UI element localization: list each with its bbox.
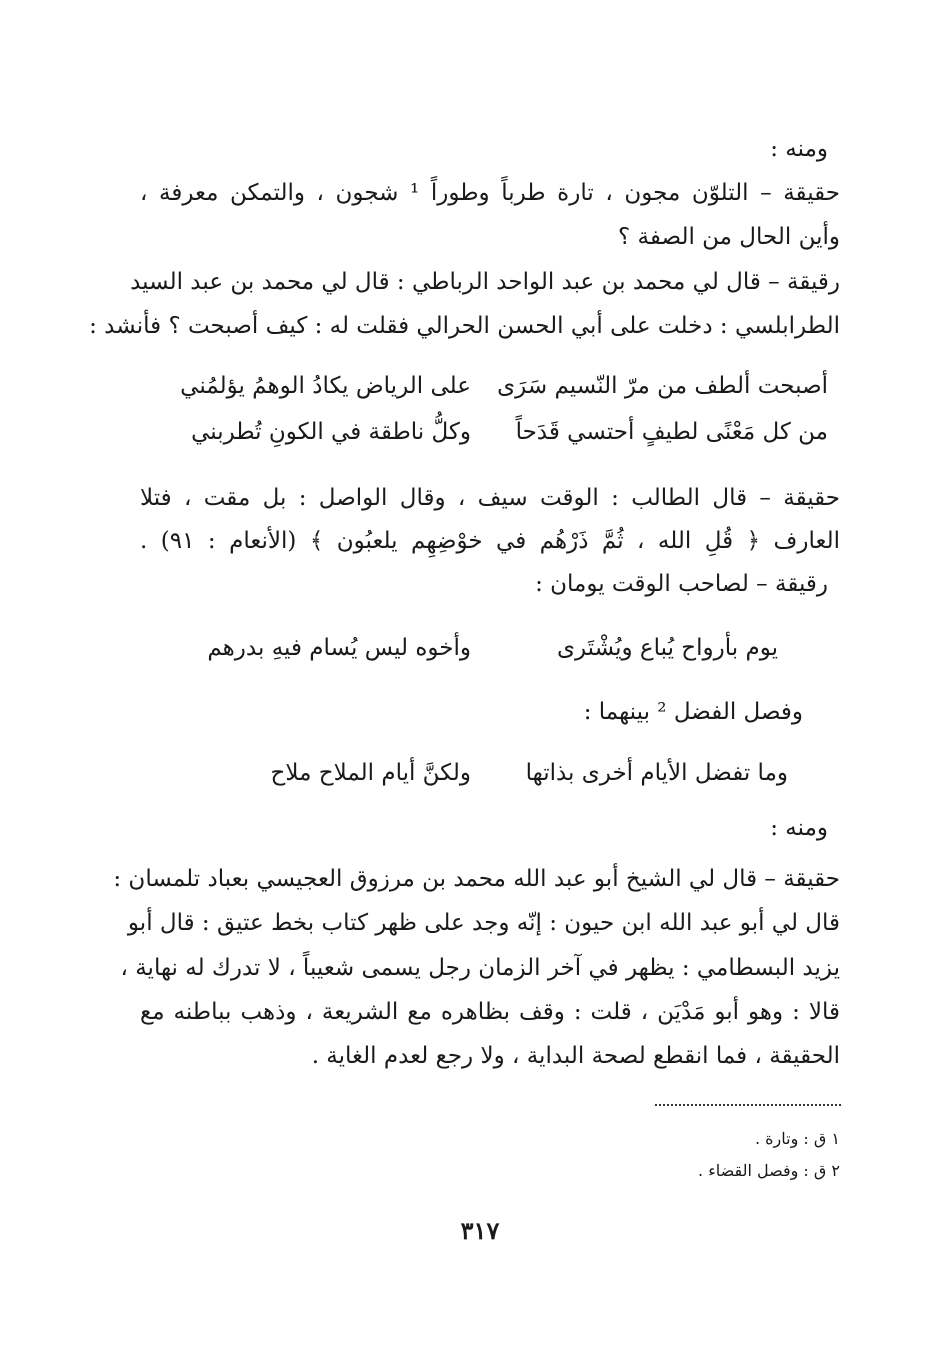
- verse-hemistich: على الرياض يكادُ الوهمُ يؤلمُني: [180, 373, 471, 399]
- footnote: ٢ ق : وفصل القضاء .: [698, 1161, 840, 1180]
- page-number: ٣١٧: [460, 1216, 500, 1245]
- text-line: وأين الحال من الصفة ؟: [618, 224, 840, 250]
- text-line: حقيقة – قال لي الشيخ أبو عبد الله محمد بن مرزوق العجيسي بعباد تلمسان :: [113, 866, 840, 892]
- text-line: الحقيقة ، فما انقطع لصحة البداية ، ولا رجع لعدم الغاية .: [311, 1043, 840, 1069]
- verse-hemistich: وأخوه ليس يُسام فيهِ بدرهم: [207, 635, 471, 661]
- verse-hemistich: يوم بأرواح يُباع ويُشْتَرى: [556, 635, 778, 661]
- verse-hemistich: وكلُّ ناطقة في الكونِ تُطربني: [191, 419, 471, 445]
- text-line: رقيقة – قال لي محمد بن عبد الواحد الرباطي : قال لي محمد بن عبد السيد: [130, 269, 840, 295]
- text-line: رقيقة – لصاحب الوقت يومان :: [535, 571, 828, 597]
- text-line: قال لي أبو عبد الله ابن حيون : إنّه وجد على ظهر كتاب بخط عتيق : قال أبو: [127, 910, 840, 936]
- text-line: يزيد البسطامي : يظهر في آخر الزمان رجل يسمى شعيباً ، لا تدرك له نهاية ،: [120, 955, 840, 981]
- verse-hemistich: ولكنَّ أيام الملاح ملاح: [270, 760, 471, 786]
- text-line: ومنه :: [770, 815, 828, 841]
- text-line: حقيقة – التلوّن مجون ، تارة طرباً وطوراً ¹ شجون ، والتمكن معرفة ،: [140, 180, 840, 206]
- verse-hemistich: من كل مَعْنًى لطيفٍ أحتسي قَدَحاً: [515, 419, 828, 445]
- text-line: قالا : وهو أبو مَدْيَن ، قلت : وقف بظاهره مع الشريعة ، وذهب بباطنه مع: [140, 999, 840, 1025]
- footnote: ١ ق : وتارة .: [755, 1129, 840, 1148]
- text-line: العارف ﴿ قُلِ الله ، ثُمَّ ذَرْهُم في خوْضِهِم يلعبُون ﴾ (الأنعام : ٩١) .: [140, 528, 840, 554]
- verse-hemistich: أصبحت ألطف من مرّ النّسيم سَرَى: [497, 373, 828, 399]
- text-line: الطرابلسي : دخلت على أبي الحسن الحرالي فقلت له : كيف أصبحت ؟ فأنشد :: [89, 313, 840, 339]
- verse-hemistich: وما تفضل الأيام أخرى بذاتها: [525, 760, 788, 786]
- footnote-separator: [655, 1104, 841, 1106]
- text-line: ومنه :: [770, 136, 828, 162]
- text-line: وفصل الفضل ² بينهما :: [583, 699, 803, 725]
- text-line: حقيقة – قال الطالب : الوقت سيف ، وقال الواصل : بل مقت ، فتلا: [140, 485, 840, 511]
